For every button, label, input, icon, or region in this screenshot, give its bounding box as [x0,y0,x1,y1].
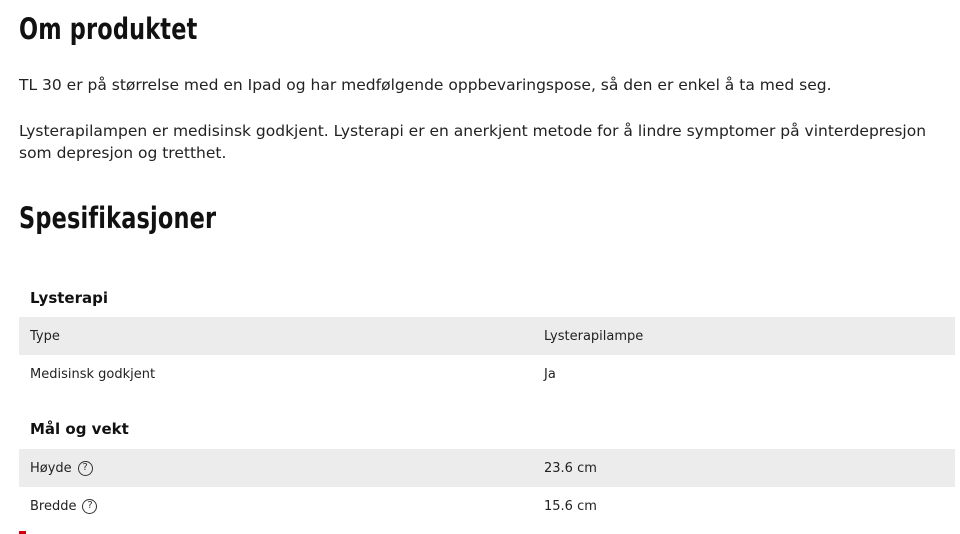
spec-group-title-lysterapi: Lysterapi [30,289,108,307]
spec-label-text: Høyde [30,460,72,476]
spec-row-type [19,317,955,355]
spec-row-height [19,449,955,487]
about-product-heading: Om produktet [19,12,198,46]
spec-label-text: Type [30,328,60,344]
spec-value: Ja [544,366,556,382]
spec-label-text: Medisinsk godkjent [30,366,156,382]
spec-label [19,329,544,344]
spec-value: Lysterapilampe [544,328,644,344]
help-icon[interactable]: ? [78,461,93,476]
spec-row-width [19,487,955,525]
spec-label [19,499,544,514]
spec-label [19,367,544,382]
specifications-table [19,280,955,525]
specifications-heading: Spesifikasjoner [19,201,217,235]
spec-value: 15.6 cm [544,498,597,514]
spec-value: 23.6 cm [544,460,597,476]
spec-group-title-dimensions: Mål og vekt [30,420,129,438]
spec-label [19,461,544,476]
about-paragraph-2: Lysterapilampen er medisinsk godkjent. Lysterapi er en anerkjent metode for å lindre symptomer på vinterdepresjon som depresjon og tretthet. [19,122,927,162]
help-icon[interactable]: ? [82,499,97,514]
about-paragraph-1: TL 30 er på størrelse med en Ipad og har medfølgende oppbevaringspose, så den er enkel å ta med seg. [19,76,832,94]
spec-row-medical-approved [19,355,955,393]
spec-label-text: Bredde [30,498,77,514]
